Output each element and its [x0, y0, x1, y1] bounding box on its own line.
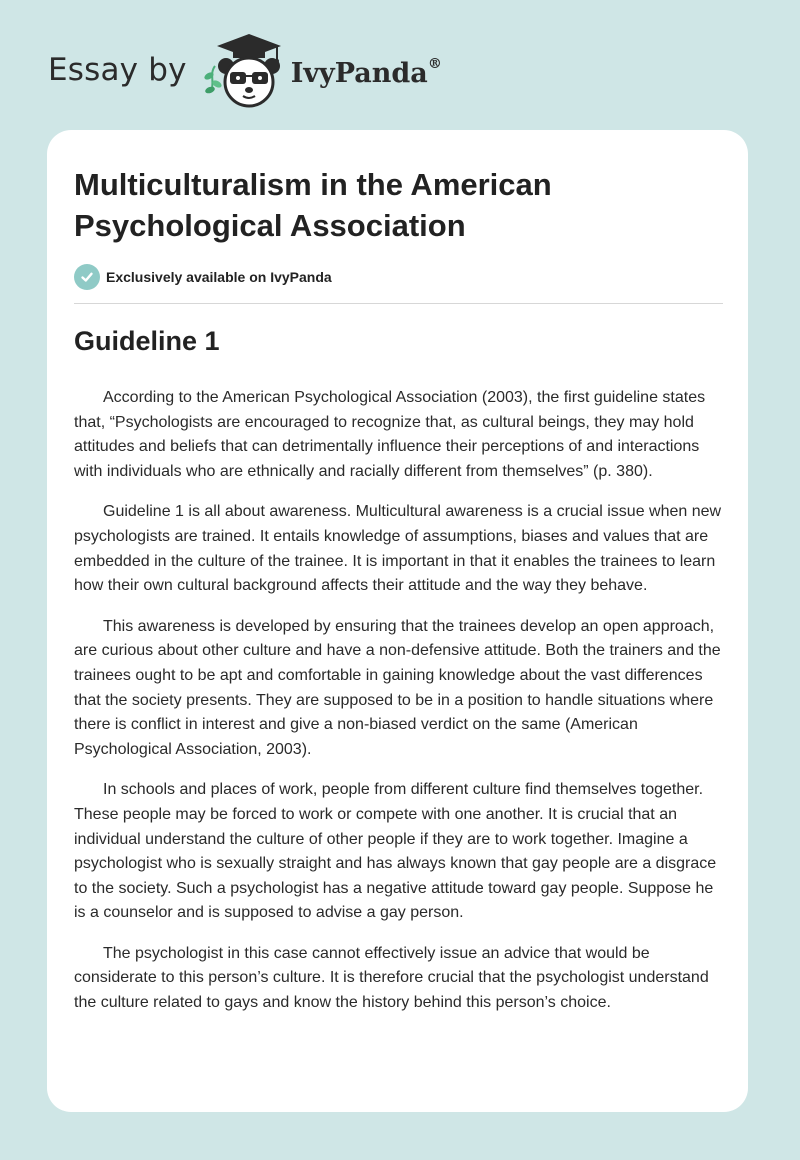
check-circle-icon [74, 264, 100, 290]
paragraph: Guideline 1 is all about awareness. Multicultural awareness is a crucial issue when new psychologists are trained. It entails knowledge of assumptions, biases and values that are embedded in the culture of the trainee. It is important in that it enables the trainees to learn how their own cultural background affects their attitude and the way they behave. [74, 503, 722, 595]
article-body [74, 386, 724, 1032]
page-title: Multiculturalism in the American Psychological Association [74, 167, 552, 243]
section-heading: Guideline 1 [74, 326, 220, 356]
divider [74, 303, 723, 304]
brand-text: IvyPanda [290, 57, 428, 89]
paragraph: According to the American Psychological Association (2003), the first guideline states that, “Psychologists are encouraged to recognize that, as cultural beings, they may hold attitudes and beliefs that can detrimentally influence their perceptions of and interactions with individuals who are ethnically and racially different from themselves” (p. 380). [74, 389, 706, 480]
paragraph: The psychologist in this case cannot effectively issue an advice that would be considerate to this person’s culture. It is therefore crucial that the psychologist understand the culture related to gays and know the history behind this person’s choice. [74, 944, 709, 1012]
paragraph: This awareness is developed by ensuring that the trainees develop an open approach, are curious about other culture and have a non-defensive attitude. Both the trainers and the trainees ought to be apt and comfortable in gaining knowledge about the vast differences that the society presents. They are supposed to be in a position to handle situations where there is conflict in interest and give a non-biased verdict on the same (American Psychological Association, 2003). [74, 617, 721, 758]
site-header [48, 30, 548, 110]
article-card [47, 130, 748, 1112]
exclusive-badge-label: Exclusively available on IvyPanda [106, 269, 332, 285]
paragraph: In schools and places of work, people from different culture find themselves together. These people may be forced to work or compete with one another. It is crucial that an individual understand the culture of other people if they are to work together. Imagine a psychologist who is sexually straight and has always known that gay people are a disgrace to the society. Such a psychologist has a negative attitude toward gay people. Suppose he is a counselor and is supposed to advise a gay person. [74, 781, 717, 922]
registered-mark: ® [427, 55, 442, 72]
brand-name[interactable] [290, 55, 442, 89]
exclusive-badge [74, 264, 332, 290]
essay-by-label: Essay by [48, 52, 187, 88]
panda-graduate-icon[interactable] [197, 30, 289, 110]
